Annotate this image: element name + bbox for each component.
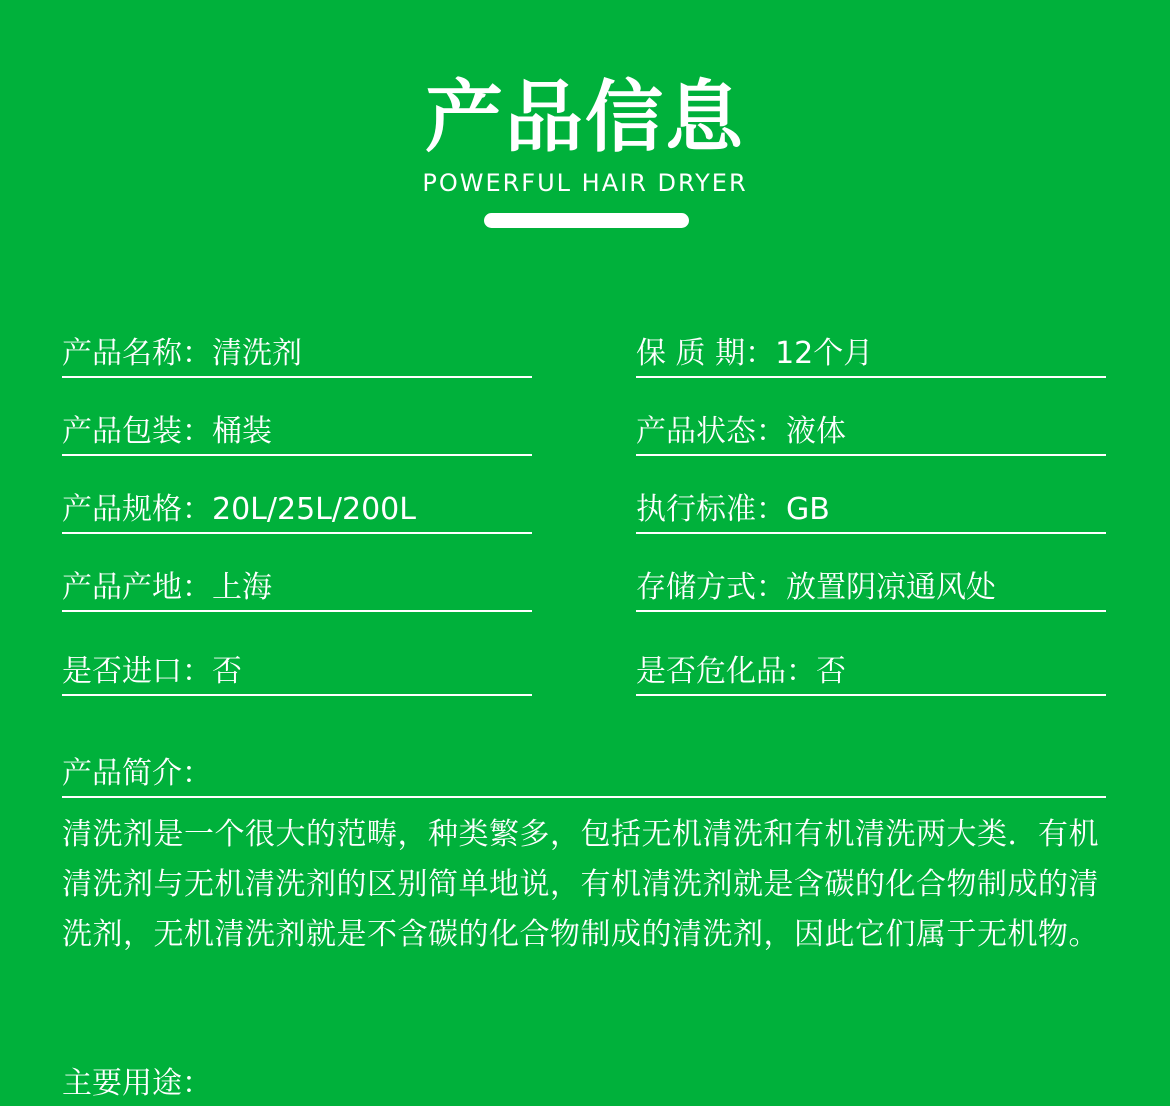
- spec-field-storage: [636, 566, 1106, 612]
- page-title: 产品信息: [424, 73, 745, 163]
- spec-value: GB: [786, 492, 830, 527]
- intro-paragraph: 清洗剂是一个很大的范畴，种类繁多，包括无机清洗和有机清洗两大类．有机清洗剂与无机清洗剂的区别简单地说，有机清洗剂就是含碳的化合物制成的清洗剂，无机清洗剂就是不含碳的化合物制成的清洗剂，因此它们属于无机物。: [62, 817, 1099, 952]
- spec-label: 执行标准：: [636, 492, 786, 527]
- page-subtitle: POWERFUL HAIR DRYER: [422, 169, 748, 197]
- spec-label: 是否危化品：: [636, 654, 816, 689]
- spec-field-product-name: [62, 332, 532, 378]
- spec-value: 清洗剂: [212, 336, 302, 371]
- spec-label: 产品包装：: [62, 414, 212, 449]
- spec-field-imported: [62, 650, 532, 696]
- spec-field-specification: [62, 488, 532, 534]
- spec-value: 桶装: [212, 414, 272, 449]
- title-underline-bar: [484, 213, 689, 228]
- spec-field-state: [636, 410, 1106, 456]
- spec-label: 产品名称：: [62, 336, 212, 371]
- spec-field-hazardous: [636, 650, 1106, 696]
- spec-value: 否: [816, 654, 846, 689]
- spec-value: 上海: [212, 570, 272, 605]
- spec-label: 产品产地：: [62, 570, 212, 605]
- spec-field-standard: [636, 488, 1106, 534]
- spec-field-packaging: [62, 410, 532, 456]
- spec-value: 20L/25L/200L: [212, 492, 416, 527]
- spec-label: 保 质 期：: [636, 336, 776, 371]
- spec-value: 放置阴凉通风处: [786, 570, 996, 605]
- spec-value: 12个月: [775, 336, 874, 371]
- usage-heading: 主要用途：: [62, 1066, 212, 1101]
- spec-field-shelf-life: [636, 332, 1106, 378]
- spec-value: 否: [212, 654, 242, 689]
- spec-label: 产品状态：: [636, 414, 786, 449]
- spec-field-origin: [62, 566, 532, 612]
- spec-value: 液体: [786, 414, 846, 449]
- spec-label: 是否进口：: [62, 654, 212, 689]
- spec-label: 产品规格：: [62, 492, 212, 527]
- intro-heading: 产品简介：: [62, 752, 1106, 798]
- spec-label: 存储方式：: [636, 570, 786, 605]
